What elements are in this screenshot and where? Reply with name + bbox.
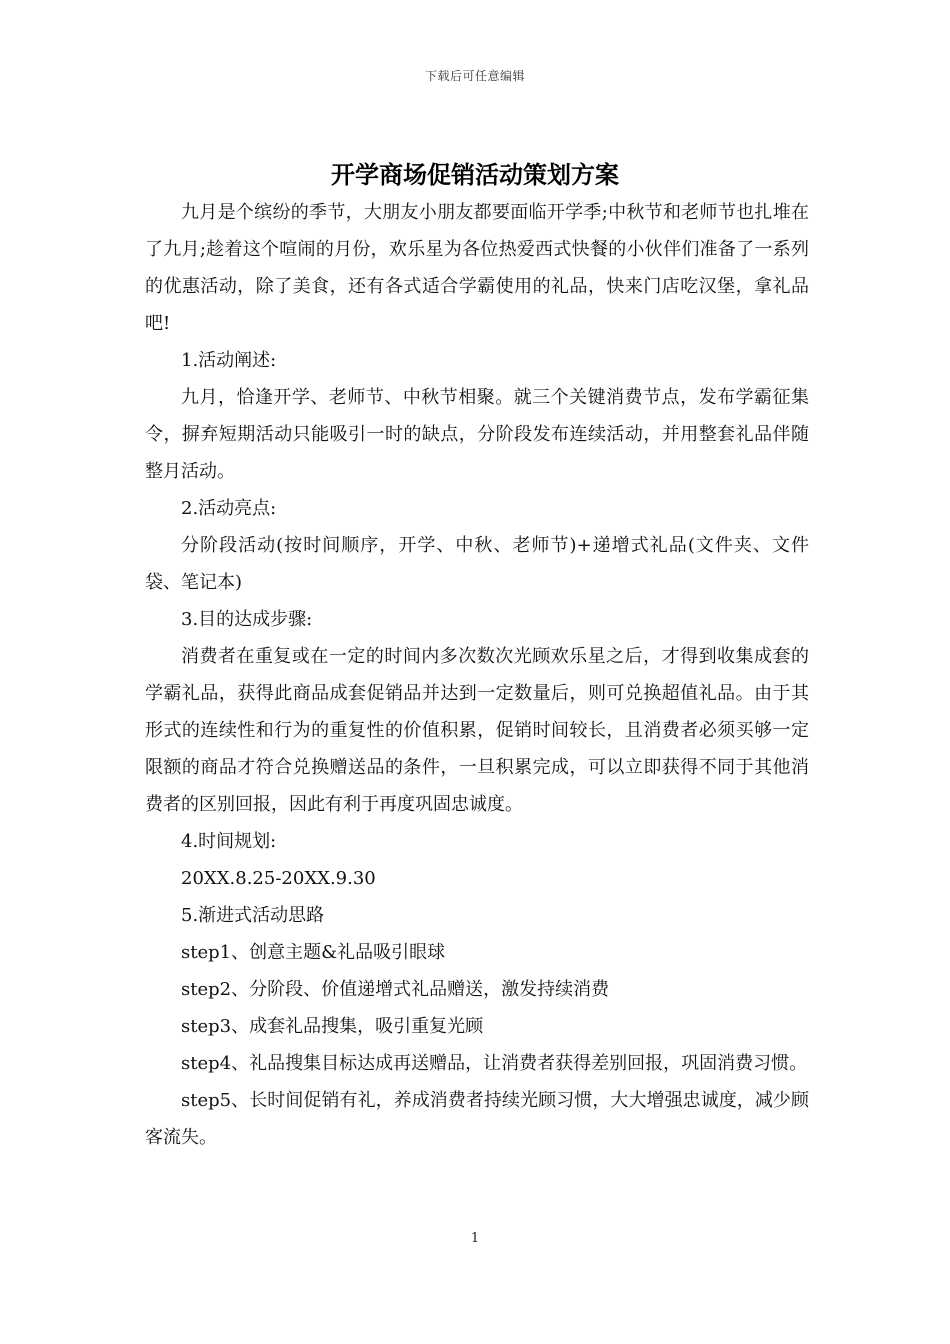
step2-item: step2、分阶段、价值递增式礼品赠送，激发持续消费: [181, 979, 610, 1000]
step5-item: step5、长时间促销有礼，养成消费者持续光顾习惯，大大增强忠诚度，减少顾客流失。: [145, 1090, 809, 1148]
activity-description-paragraph: 九月，恰逢开学、老师节、中秋节相聚。就三个关键消费节点，发布学霸征集令，摒弃短期活动只能吸引一时的缺点，分阶段发布连续活动，并用整套礼品伴随整月活动。: [145, 387, 809, 482]
section-heading-steps: 3.目的达成步骤:: [181, 609, 313, 630]
page-number: 1: [470, 1231, 480, 1246]
document-body: [145, 194, 809, 1156]
step1-item: step1、创意主题&礼品吸引眼球: [181, 942, 446, 963]
document-title: 开学商场促销活动策划方案: [331, 160, 619, 189]
steps-paragraph: 消费者在重复或在一定的时间内多次数次光顾欢乐星之后，才得到收集成套的学霸礼品，获得此商品成套促销品并达到一定数量后，则可兑换超值礼品。由于其形式的连续性和行为的重复性的价值积累，促销时间较长，且消费者必须买够一定限额的商品才符合兑换赠送品的条件，一旦积累完成，可以立即获得不同于其他消费者的区别回报，因此有利于再度巩固忠诚度。: [145, 646, 809, 815]
step4-item: step4、礼品搜集目标达成再送赠品，让消费者获得差别回报，巩固消费习惯。: [181, 1053, 808, 1074]
highlights-paragraph: 分阶段活动(按时间顺序，开学、中秋、老师节)+递增式礼品(文件夹、文件袋、笔记本): [145, 535, 809, 593]
intro-paragraph: 九月是个缤纷的季节，大朋友小朋友都要面临开学季;中秋节和老师节也扎堆在了九月;趁着这个喧闹的月份，欢乐星为各位热爱西式快餐的小伙伴们准备了一系列的优惠活动，除了美食，还有各式适合学霸使用的礼品，快来门店吃汉堡，拿礼品吧!: [145, 202, 809, 334]
step3-item: step3、成套礼品搜集，吸引重复光顾: [181, 1016, 484, 1037]
schedule-paragraph: 20XX.8.25-20XX.9.30: [181, 868, 376, 889]
header-note: 下载后可任意编辑: [424, 69, 525, 83]
section-heading-progressive-plan: 5.渐进式活动思路: [181, 905, 325, 926]
section-heading-activity-description: 1.活动阐述:: [181, 350, 277, 371]
section-heading-schedule: 4.时间规划:: [181, 831, 277, 852]
section-heading-highlights: 2.活动亮点:: [181, 498, 277, 519]
